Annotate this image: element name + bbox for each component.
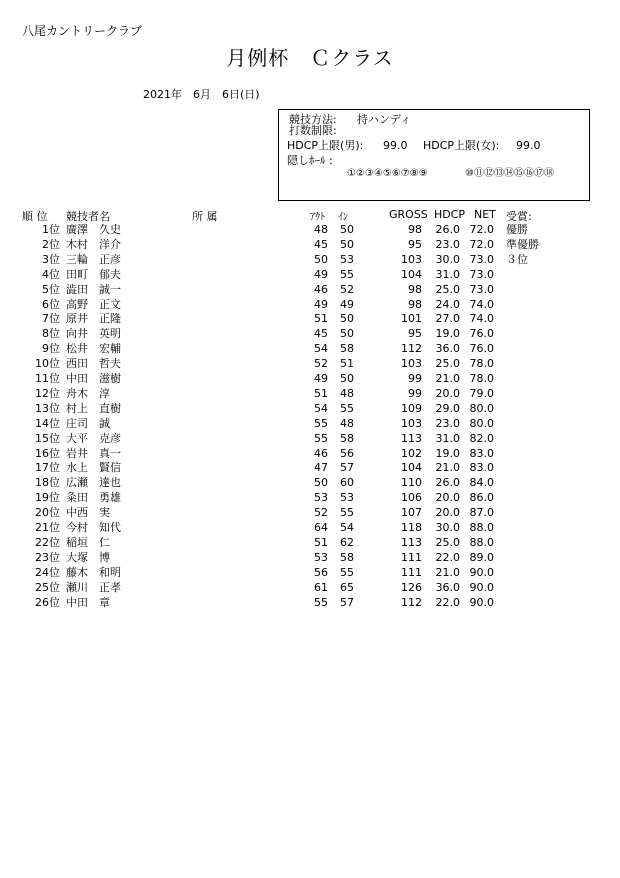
hdcp-cell: 21.0 [435,461,460,475]
gross-cell: 98 [408,223,422,236]
rank-cell: 26位 [35,595,60,609]
in-score-cell: 50 [340,312,354,326]
award-cell: 準優勝 [506,237,539,251]
in-score-cell: 48 [340,416,354,430]
page-title: 月例杯 Ｃクラス [226,46,394,70]
hdcp-cell: 21.0 [435,565,460,579]
net-cell: 86.0 [469,491,494,505]
net-cell: 79.0 [469,386,494,400]
gross-cell: 106 [401,491,422,505]
hdcp-cell: 25.0 [435,357,460,371]
player-name-cell: 向井 英明 [66,327,121,341]
rank-cell: 12位 [35,386,60,400]
gross-cell: 126 [401,580,422,594]
rank-cell: 17位 [35,461,60,475]
player-name-cell: 大塚 博 [66,550,110,564]
out-score-cell: 46 [314,446,328,460]
out-score-cell: 55 [314,595,328,609]
method-label: 競技方法: [289,113,337,126]
header-net: NET [474,208,496,221]
player-name-cell: 舟木 淳 [66,386,110,400]
out-score-cell: 47 [314,461,328,475]
out-score-cell: 56 [314,565,328,579]
out-score-cell: 49 [314,297,328,311]
out-score-cell: 51 [314,312,328,326]
in-score-cell: 58 [340,342,354,356]
net-cell: 83.0 [469,446,494,460]
gross-cell: 113 [401,431,422,445]
hdcp-cell: 24.0 [435,297,460,311]
net-cell: 80.0 [469,416,494,430]
in-score-cell: 53 [340,252,354,266]
player-name-cell: 今村 知代 [66,521,121,534]
in-score-cell: 58 [340,431,354,445]
hdcp-cell: 22.0 [435,550,460,564]
rank-cell: 4位 [42,267,60,281]
table-row [0,401,620,416]
in-score-cell: 65 [340,580,354,594]
hdcp-male-value: 99.0 [383,139,408,152]
table-row [0,520,620,535]
rank-cell: 2位 [42,237,60,251]
hdcp-cell: 29.0 [435,401,460,415]
table-row [0,595,620,610]
out-score-cell: 52 [314,506,328,520]
table-row [0,282,620,297]
net-cell: 90.0 [469,595,494,609]
gross-cell: 111 [401,565,422,579]
in-score-cell: 57 [340,461,354,475]
hdcp-cell: 23.0 [435,416,460,430]
hdcp-cell: 36.0 [435,342,460,356]
player-name-cell: 水上 賢信 [66,461,121,475]
table-row [0,341,620,356]
table-row [0,505,620,520]
net-cell: 89.0 [469,550,494,564]
in-score-cell: 58 [340,550,354,564]
header-out: ｱｳﾄ [310,212,325,223]
player-name-cell: 大平 克彦 [66,431,121,445]
table-row [0,475,620,490]
out-score-cell: 53 [314,491,328,505]
in-score-cell: 50 [340,327,354,341]
out-score-cell: 50 [314,476,328,490]
rank-cell: 8位 [42,327,60,341]
player-name-cell: 藤木 和明 [66,565,121,579]
net-cell: 82.0 [469,431,494,445]
hdcp-cell: 20.0 [435,491,460,505]
net-cell: 84.0 [469,476,494,490]
rank-cell: 7位 [42,312,60,326]
award-cell: 優勝 [506,223,528,236]
hidden-holes-label: 隠しﾎｰﾙ : [287,154,333,167]
net-cell: 87.0 [469,506,494,520]
table-row [0,267,620,282]
rank-cell: 13位 [35,401,60,415]
player-name-cell: 広瀬 達也 [66,476,121,490]
out-score-cell: 45 [314,237,328,251]
player-name-cell: 瀬川 正孝 [66,580,121,594]
hdcp-cell: 20.0 [435,386,460,400]
rank-cell: 21位 [35,521,60,534]
rank-cell: 6位 [42,297,60,311]
out-score-cell: 55 [314,416,328,430]
gross-cell: 103 [401,357,422,371]
club-name: 八尾カントリークラブ [22,24,143,38]
in-score-cell: 50 [340,223,354,236]
header-hdcp: HDCP [434,208,466,221]
hdcp-cell: 36.0 [435,580,460,594]
gross-cell: 95 [408,327,422,341]
gross-cell: 104 [401,267,422,281]
rank-cell: 23位 [35,550,60,564]
gross-cell: 98 [408,297,422,311]
hidden-holes-front: ①②③④⑤⑥⑦⑧⑨ [347,168,428,179]
gross-cell: 110 [401,476,422,490]
gross-cell: 112 [401,342,422,356]
net-cell: 74.0 [469,312,494,326]
net-cell: 83.0 [469,461,494,475]
hdcp-cell: 26.0 [435,223,460,236]
gross-cell: 98 [408,282,422,296]
table-row [0,326,620,341]
in-score-cell: 55 [340,565,354,579]
rank-cell: 25位 [35,580,60,594]
header-award: 受賞: [506,210,532,223]
gross-cell: 99 [408,372,422,385]
rank-cell: 22位 [35,535,60,549]
in-score-cell: 55 [340,506,354,520]
rank-cell: 3位 [42,252,60,266]
gross-cell: 113 [401,535,422,549]
table-row [0,460,620,475]
player-name-cell: 中西 実 [66,506,110,520]
table-row [0,297,620,312]
hdcp-female-label: HDCP上限(女): [423,139,500,152]
player-name-cell: 田町 郁夫 [66,267,121,281]
table-row [0,356,620,371]
net-cell: 76.0 [469,327,494,341]
rank-cell: 1位 [42,223,60,236]
net-cell: 90.0 [469,565,494,579]
rank-cell: 10位 [35,357,60,371]
in-score-cell: 51 [340,357,354,371]
rank-cell: 5位 [42,282,60,296]
out-score-cell: 53 [314,550,328,564]
gross-cell: 102 [401,446,422,460]
out-score-cell: 54 [314,342,328,356]
stroke-limit-label: 打数制限: [289,124,337,137]
net-cell: 88.0 [469,521,494,534]
gross-cell: 111 [401,550,422,564]
out-score-cell: 55 [314,431,328,445]
rank-cell: 16位 [35,446,60,460]
hdcp-cell: 31.0 [435,267,460,281]
gross-cell: 109 [401,401,422,415]
hdcp-cell: 30.0 [435,521,460,534]
net-cell: 74.0 [469,297,494,311]
rank-cell: 14位 [35,416,60,430]
player-name-cell: 粂田 勇雄 [66,491,121,505]
player-name-cell: 中田 章 [66,595,110,609]
hdcp-cell: 22.0 [435,595,460,609]
hdcp-cell: 27.0 [435,312,460,326]
gross-cell: 118 [401,521,422,534]
gross-cell: 101 [401,312,422,326]
net-cell: 80.0 [469,401,494,415]
out-score-cell: 64 [314,521,328,534]
out-score-cell: 49 [314,267,328,281]
net-cell: 76.0 [469,342,494,356]
in-score-cell: 62 [340,535,354,549]
table-row [0,490,620,505]
player-name-cell: 庄司 誠 [66,416,110,430]
out-score-cell: 51 [314,386,328,400]
in-score-cell: 50 [340,372,354,385]
header-in: ｲﾝ [338,212,348,223]
table-row [0,222,620,237]
in-score-cell: 60 [340,476,354,490]
header-gross: GROSS [389,208,428,221]
out-score-cell: 52 [314,357,328,371]
in-score-cell: 55 [340,267,354,281]
player-name-cell: 村上 直樹 [66,401,121,415]
player-name-cell: 澁田 誠一 [66,282,121,296]
hdcp-cell: 26.0 [435,476,460,490]
hdcp-cell: 20.0 [435,506,460,520]
hdcp-male-label: HDCP上限(男): [287,139,364,152]
in-score-cell: 48 [340,386,354,400]
rank-cell: 18位 [35,476,60,490]
net-cell: 88.0 [469,535,494,549]
player-name-cell: 高野 正文 [66,297,121,311]
table-row [0,416,620,431]
table-row [0,535,620,550]
net-cell: 72.0 [469,223,494,236]
rank-cell: 15位 [35,431,60,445]
net-cell: 90.0 [469,580,494,594]
gross-cell: 112 [401,595,422,609]
hdcp-cell: 30.0 [435,252,460,266]
out-score-cell: 54 [314,401,328,415]
hdcp-cell: 19.0 [435,327,460,341]
hdcp-cell: 21.0 [435,372,460,385]
out-score-cell: 46 [314,282,328,296]
hdcp-cell: 31.0 [435,431,460,445]
header-affiliation: 所 属 [192,210,218,223]
rank-cell: 20位 [35,506,60,520]
player-name-cell: 岩井 真一 [66,446,121,460]
rank-cell: 9位 [42,342,60,356]
in-score-cell: 55 [340,401,354,415]
rank-cell: 24位 [35,565,60,579]
player-name-cell: 木村 洋介 [66,237,121,251]
player-name-cell: 松井 宏輔 [66,342,121,356]
gross-cell: 103 [401,252,422,266]
out-score-cell: 49 [314,372,328,385]
gross-cell: 95 [408,237,422,251]
out-score-cell: 51 [314,535,328,549]
method-value: 持ハンディ [357,113,412,126]
player-name-cell: 稲垣 仁 [66,535,110,549]
table-row [0,386,620,401]
rank-cell: 11位 [35,372,60,385]
in-score-cell: 53 [340,491,354,505]
net-cell: 78.0 [469,372,494,385]
table-row [0,311,620,326]
hdcp-female-value: 99.0 [516,139,541,152]
event-date: 2021年 6月 6日(日) [143,88,260,101]
in-score-cell: 49 [340,297,354,311]
gross-cell: 103 [401,416,422,430]
net-cell: 73.0 [469,252,494,266]
player-name-cell: 中田 滋樹 [66,372,121,385]
header-rank: 順 位 [22,210,48,223]
hdcp-cell: 25.0 [435,535,460,549]
player-name-cell: 廣澤 久史 [66,223,121,236]
award-cell: ３位 [506,252,528,266]
net-cell: 72.0 [469,237,494,251]
out-score-cell: 48 [314,223,328,236]
in-score-cell: 52 [340,282,354,296]
out-score-cell: 61 [314,580,328,594]
hdcp-cell: 23.0 [435,237,460,251]
net-cell: 73.0 [469,282,494,296]
table-row [0,371,620,386]
header-player: 競技者名 [66,210,110,223]
player-name-cell: 西田 哲夫 [66,357,121,371]
net-cell: 73.0 [469,267,494,281]
table-row [0,446,620,461]
table-row [0,550,620,565]
hdcp-cell: 19.0 [435,446,460,460]
net-cell: 78.0 [469,357,494,371]
player-name-cell: 原井 正隆 [66,312,121,326]
gross-cell: 107 [401,506,422,520]
gross-cell: 104 [401,461,422,475]
competition-info-box [278,109,590,201]
gross-cell: 99 [408,386,422,400]
in-score-cell: 57 [340,595,354,609]
rank-cell: 19位 [35,491,60,505]
in-score-cell: 50 [340,237,354,251]
hdcp-cell: 25.0 [435,282,460,296]
out-score-cell: 45 [314,327,328,341]
table-row [0,237,620,252]
table-row [0,580,620,595]
table-row [0,252,620,267]
hidden-holes-back: ⑩⑪⑫⑬⑭⑮⑯⑰⑱ [465,168,554,179]
table-row [0,565,620,580]
in-score-cell: 56 [340,446,354,460]
player-name-cell: 三輪 正彦 [66,252,121,266]
in-score-cell: 54 [340,521,354,534]
out-score-cell: 50 [314,252,328,266]
table-row [0,431,620,446]
